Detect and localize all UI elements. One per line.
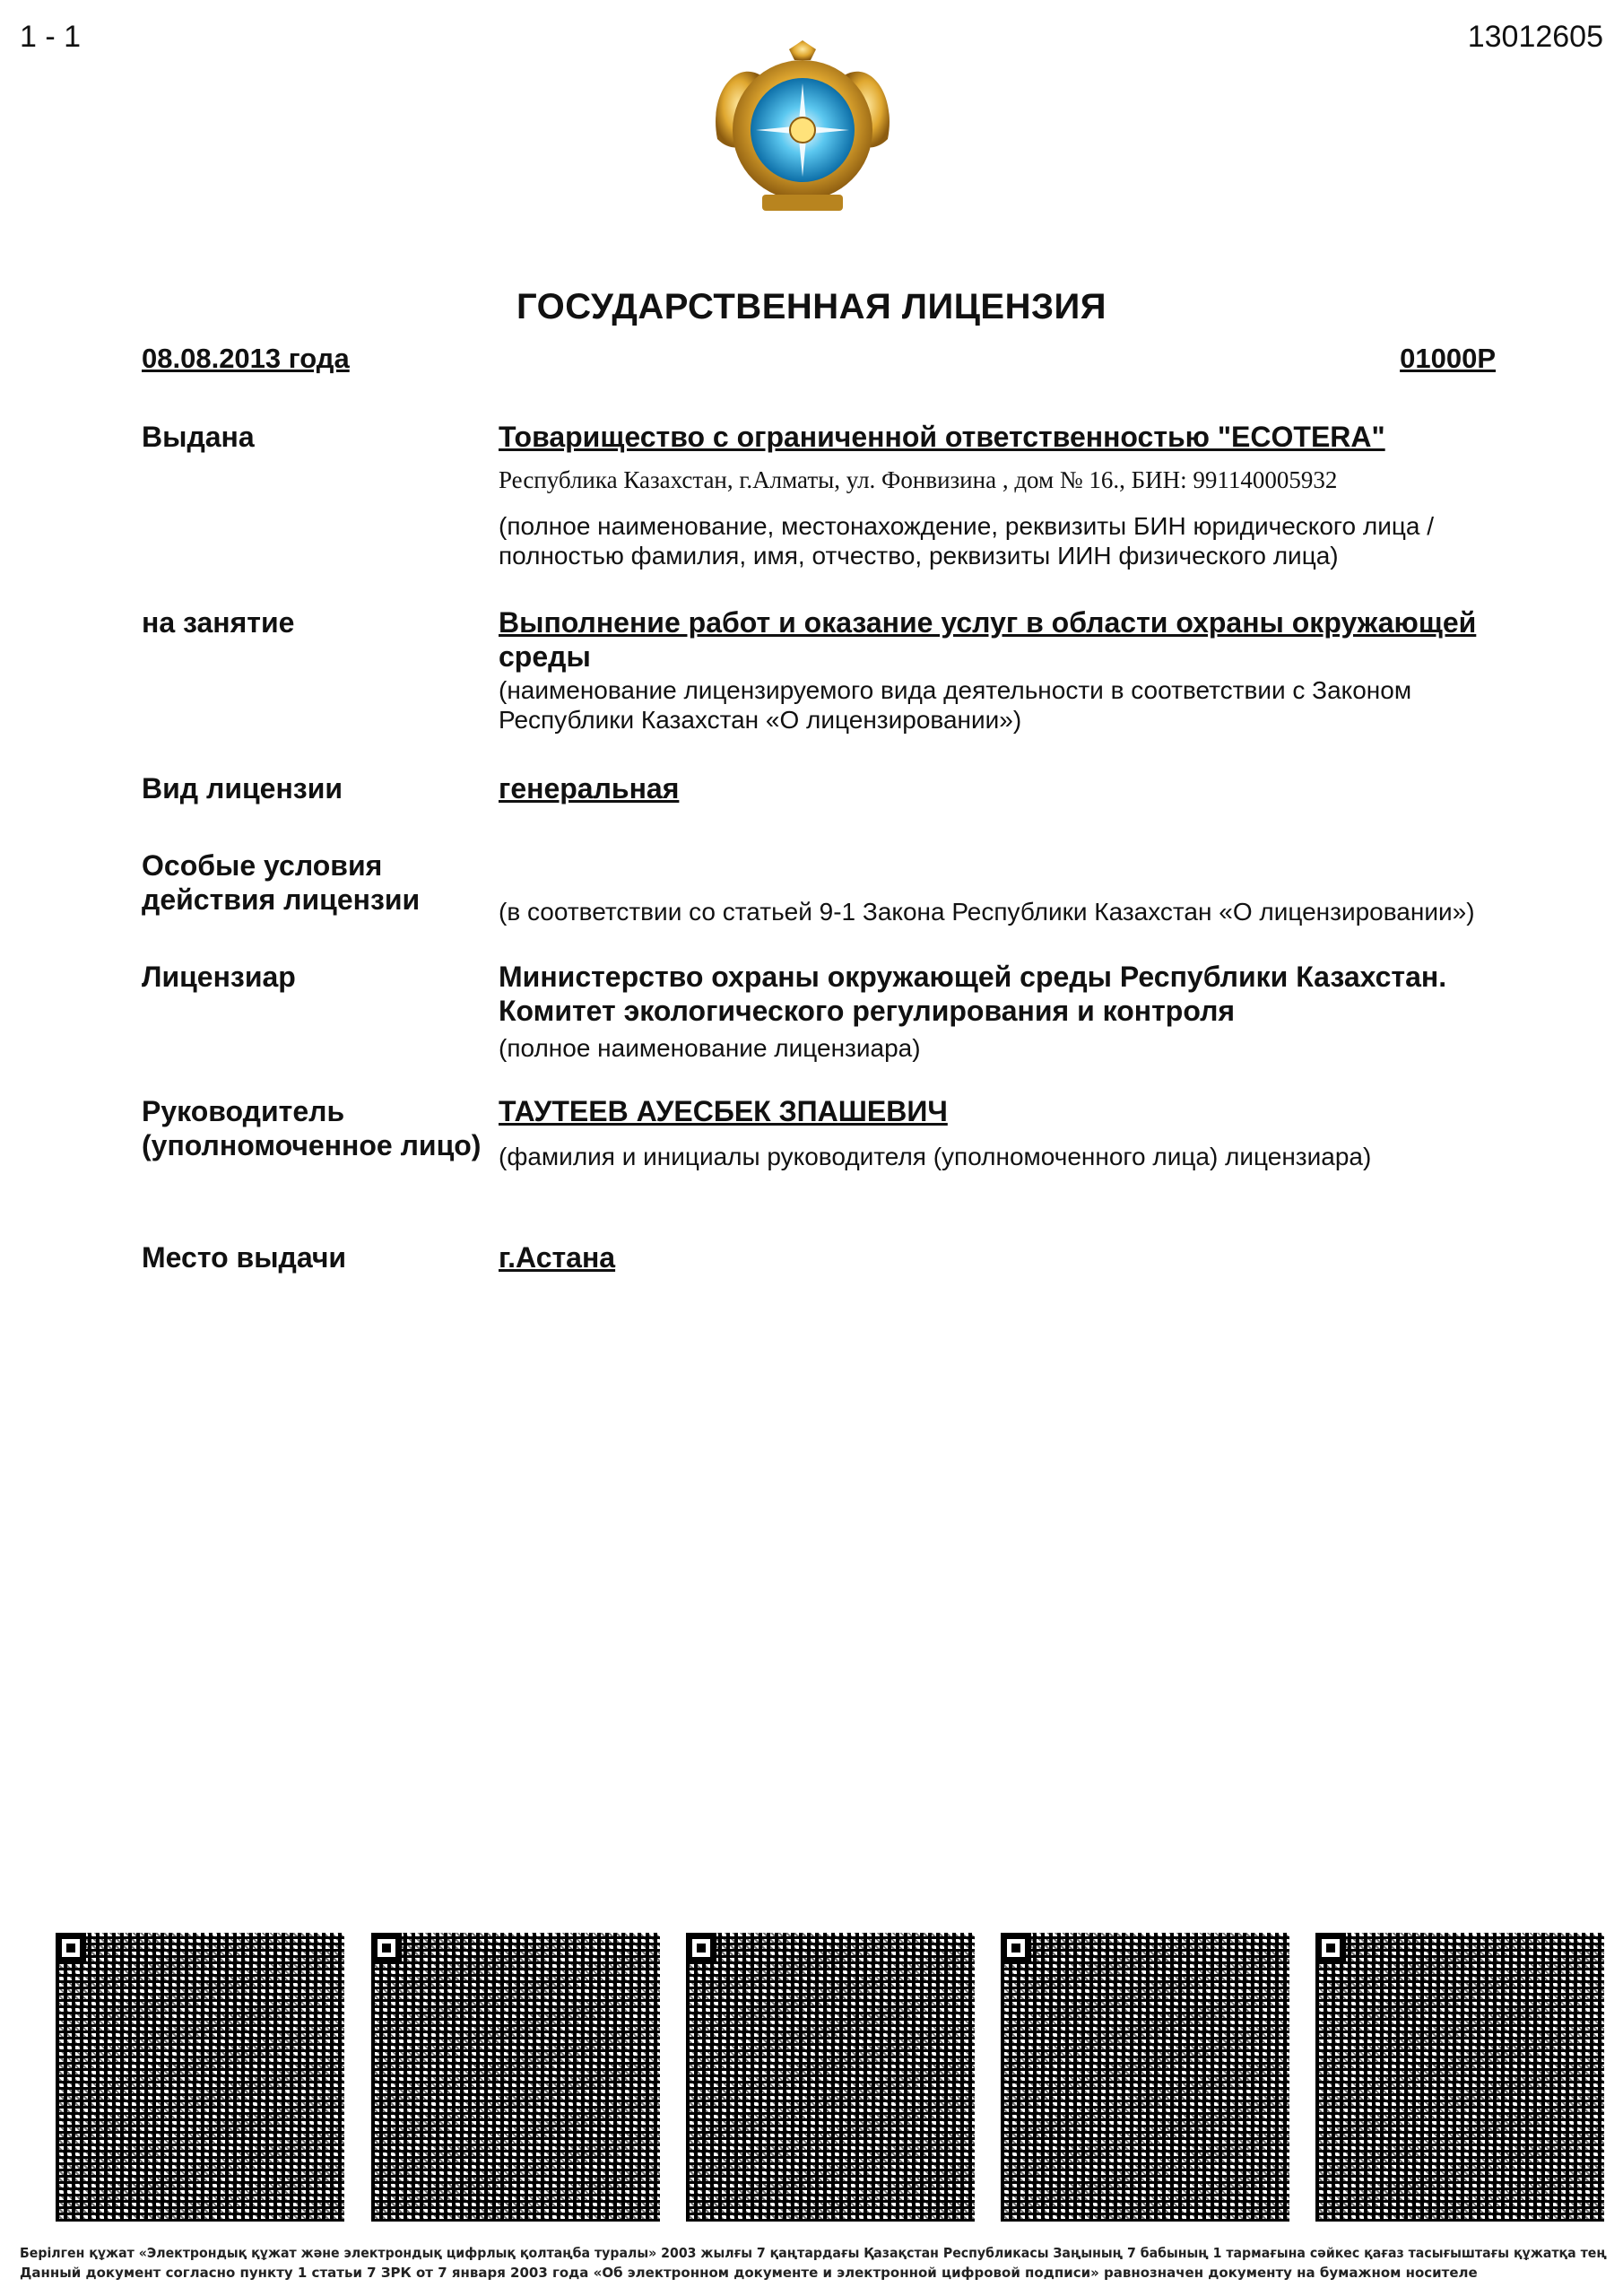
special-conditions-note: (в соответствии со статьей 9-1 Закона Республики Казахстан «О лицензировании») [499, 898, 1475, 926]
license-number: 01000P [1400, 343, 1496, 374]
special-conditions-label-line-1: Особые условия [142, 849, 383, 882]
qr-code-3 [686, 1933, 975, 2222]
licensor-value [499, 960, 1512, 1028]
footer-russian: Данный документ согласно пункту 1 статьи 7 ЗРК от 7 января 2003 года «Об электронном документе и электронной цифровой подписи» равнозначен документу на бумажном носителе [20, 2265, 1478, 2281]
issued-note-line-2: полностью фамилия, имя, отчество, реквизиты ИИН физического лица) [499, 542, 1339, 570]
kazakhstan-state-emblem-icon [699, 40, 906, 220]
licensor-label: Лицензиар [142, 961, 296, 993]
activity-note-line-2: Республики Казахстан «О лицензировании») [499, 706, 1022, 734]
issue-date: 08.08.2013 года [142, 343, 350, 374]
qr-code-1 [56, 1933, 344, 2222]
licensor-value-line-2: Комитет экологического регулирования и контроля [499, 995, 1236, 1027]
place-value: г.Астана [499, 1241, 616, 1274]
license-type-label: Вид лицензии [142, 772, 343, 804]
activity-note [499, 675, 1521, 735]
issued-label: Выдана [142, 421, 255, 453]
head-value: ТАУТЕЕВ АУЕСБЕК ЗПАШЕВИЧ [499, 1095, 948, 1127]
qr-code-4 [1001, 1933, 1289, 2222]
activity-note-line-1: (наименование лицензируемого вида деятельности в соответствии с Законом [499, 676, 1412, 704]
page-number: 1 - 1 [20, 20, 82, 54]
issued-value: Товарищество с ограниченной ответственностью "ECOTERA" [499, 421, 1385, 453]
license-type-value: генеральная [499, 772, 680, 804]
document-title: ГОСУДАРСТВЕННАЯ ЛИЦЕНЗИЯ [516, 287, 1107, 326]
activity-value-line-2: среды [499, 640, 591, 673]
head-label [142, 1094, 481, 1162]
licensor-note: (полное наименование лицензиара) [499, 1034, 921, 1062]
activity-value [499, 605, 1512, 674]
issued-note-line-1: (полное наименование, местонахождение, реквизиты БИН юридического лица / [499, 512, 1435, 540]
head-label-line-2: (уполномоченное лицо) [142, 1129, 482, 1161]
document-id: 13012605 [1467, 20, 1603, 54]
place-label: Место выдачи [142, 1241, 347, 1274]
qr-code-5 [1315, 1933, 1604, 2222]
qr-code-2 [371, 1933, 660, 2222]
special-conditions-label [142, 848, 420, 917]
activity-value-line-1: Выполнение работ и оказание услуг в области охраны окружающей [499, 606, 1477, 639]
activity-label: на занятие [142, 606, 295, 639]
footer-kazakh: Берілген құжат «Электрондық құжат және электрондық цифрлық қолтаңба туралы» 2003 жылғы 7 қаңтардағы Қазақстан Республикасы Заңының 7 бабының 1 тармағына сәйкес қағаз тасығыштағы құжатқа тең [20, 2245, 1607, 2261]
issued-address: Республика Казахстан, г.Алматы, ул. Фонвизина , дом № 16., БИН: 991140005932 [499, 466, 1338, 493]
head-label-line-1: Руководитель [142, 1095, 345, 1127]
licensor-value-line-1: Министерство охраны окружающей среды Республики Казахстан. [499, 961, 1447, 993]
issued-note [499, 511, 1521, 570]
qr-codes [56, 1933, 1607, 2229]
special-conditions-label-line-2: действия лицензии [142, 883, 421, 916]
head-note: (фамилия и инициалы руководителя (уполномоченного лица) лицензиара) [499, 1143, 1372, 1170]
